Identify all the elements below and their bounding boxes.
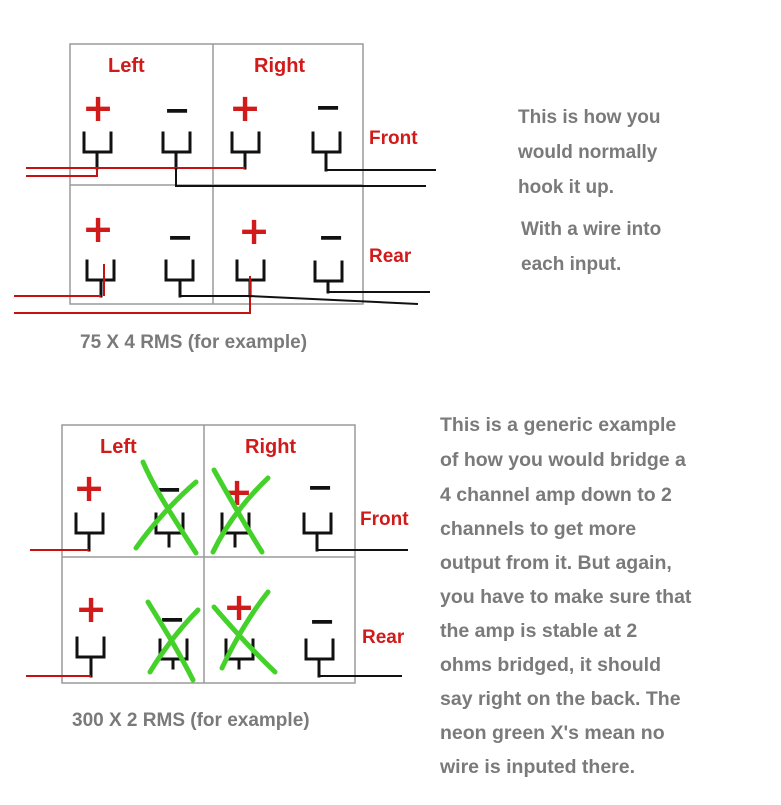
negative-sign: − xyxy=(163,91,191,129)
wire-left-rear-negative xyxy=(180,296,418,304)
diagram-caption: 300 X 2 RMS (for example) xyxy=(72,710,310,731)
terminal-right-rear-negative xyxy=(315,262,342,292)
column-label-right: Right xyxy=(254,55,306,77)
row-label-front: Front xyxy=(360,509,409,530)
terminal-left-front-positive xyxy=(84,133,111,168)
wire-left-front-positive xyxy=(26,168,97,176)
terminal-left-front-negative xyxy=(163,133,190,168)
positive-sign: + xyxy=(221,470,253,514)
terminal-left-rear-positive xyxy=(87,261,114,296)
negative-sign: − xyxy=(155,470,183,508)
negative-sign: − xyxy=(306,468,334,506)
note-line: of how you would bridge a xyxy=(440,449,686,471)
terminal-left-rear-negative xyxy=(166,261,193,296)
grid-box xyxy=(62,425,355,683)
positive-sign: + xyxy=(82,86,114,130)
negative-sign: − xyxy=(308,602,336,640)
positive-sign: + xyxy=(73,466,105,510)
diagram-caption: 75 X 4 RMS (for example) xyxy=(80,332,308,353)
note-line: This is a generic example xyxy=(440,414,677,436)
column-label-right: Right xyxy=(245,436,297,458)
note-line: output from it. But again, xyxy=(440,552,672,574)
negative-sign: − xyxy=(158,600,186,638)
note-line: neon green X's mean no xyxy=(440,722,665,744)
terminal-right-front-negative xyxy=(304,514,331,550)
negative-sign: − xyxy=(166,218,194,256)
terminal-right-front-negative xyxy=(313,133,340,170)
terminal-right-rear-negative xyxy=(306,640,333,676)
note-line: each input. xyxy=(521,254,622,275)
note-line: channels to get more xyxy=(440,518,637,540)
diagram-bridged-hookup xyxy=(26,414,692,778)
terminal-left-rear-positive xyxy=(77,638,104,676)
negative-sign: − xyxy=(314,88,342,126)
positive-sign: + xyxy=(223,585,255,629)
note-line: wire is inputed there. xyxy=(440,756,636,778)
note-line: This is how you xyxy=(518,107,661,128)
positive-sign: + xyxy=(82,207,114,251)
column-label-left: Left xyxy=(108,55,145,77)
wire-right-rear-positive xyxy=(14,276,250,313)
note-line: say right on the back. The xyxy=(440,688,681,710)
note-line: the amp is stable at 2 xyxy=(440,620,638,642)
positive-sign: + xyxy=(238,209,270,253)
terminal-left-front-positive xyxy=(76,514,103,550)
row-label-front: Front xyxy=(369,128,418,149)
note-line: 4 channel amp down to 2 xyxy=(440,484,672,506)
note-line: you have to make sure that xyxy=(440,586,692,608)
terminal-right-front-positive xyxy=(232,133,259,168)
note-line: hook it up. xyxy=(518,177,615,198)
positive-sign: + xyxy=(229,86,261,130)
positive-sign: + xyxy=(75,587,107,631)
row-label-rear: Rear xyxy=(369,246,412,267)
negative-sign: − xyxy=(317,218,345,256)
note-line: ohms bridged, it should xyxy=(440,654,661,676)
row-label-rear: Rear xyxy=(362,627,405,648)
column-label-left: Left xyxy=(100,436,137,458)
note-line: would normally xyxy=(518,142,658,163)
note-line: With a wire into xyxy=(521,219,662,240)
diagram-normal-hookup xyxy=(14,44,661,353)
